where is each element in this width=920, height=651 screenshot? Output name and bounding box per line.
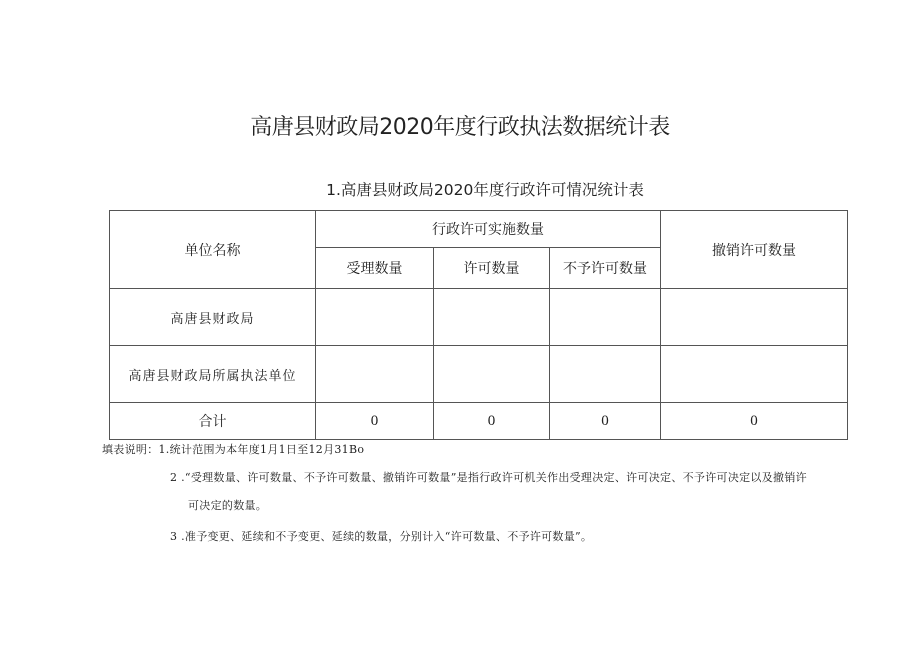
row-unit-name: 高唐县财政局所属执法单位 (110, 346, 316, 403)
table-total-row (110, 403, 848, 440)
permit-stats-table (109, 210, 848, 440)
header-accepted: 受理数量 (316, 248, 434, 289)
note-3: 3 .准予变更、延续和不予变更、延续的数量，分别计入“许可数量、不予许可数量”。 (170, 530, 593, 543)
table-row (110, 289, 848, 346)
row-accepted (316, 289, 434, 346)
header-permitted: 许可数量 (434, 248, 550, 289)
row-not-permitted (550, 289, 661, 346)
total-permitted: 0 (434, 403, 550, 440)
total-revoked: 0 (661, 403, 848, 440)
row-not-permitted (550, 346, 661, 403)
row-unit-name: 高唐县财政局 (110, 289, 316, 346)
header-unit-name: 单位名称 (110, 211, 316, 289)
total-label: 合计 (110, 403, 316, 440)
table-header-row-1 (110, 211, 848, 248)
document-title: 高唐县财政局2020年度行政执法数据统计表 (250, 115, 670, 140)
row-revoked (661, 346, 848, 403)
header-not-permitted: 不予许可数量 (550, 248, 661, 289)
table-row (110, 346, 848, 403)
row-permitted (434, 346, 550, 403)
total-not-permitted: 0 (550, 403, 661, 440)
note-2-line-1: 2 .“受理数量、许可数量、不予许可数量、撤销许可数量”是指行政许可机关作出受理决定、许可决定、不予许可决定以及撤销许 (170, 471, 807, 484)
header-permit-group: 行政许可实施数量 (316, 211, 661, 248)
header-revoked: 撤销许可数量 (661, 211, 848, 289)
row-revoked (661, 289, 848, 346)
note-2-line-2: 可决定的数量。 (188, 499, 268, 512)
row-permitted (434, 289, 550, 346)
total-accepted: 0 (316, 403, 434, 440)
note-1: 填表说明：1.统计范围为本年度1月1日至12月31Bo (102, 443, 365, 456)
row-accepted (316, 346, 434, 403)
table-caption: 1.高唐县财政局2020年度行政许可情况统计表 (326, 181, 644, 199)
